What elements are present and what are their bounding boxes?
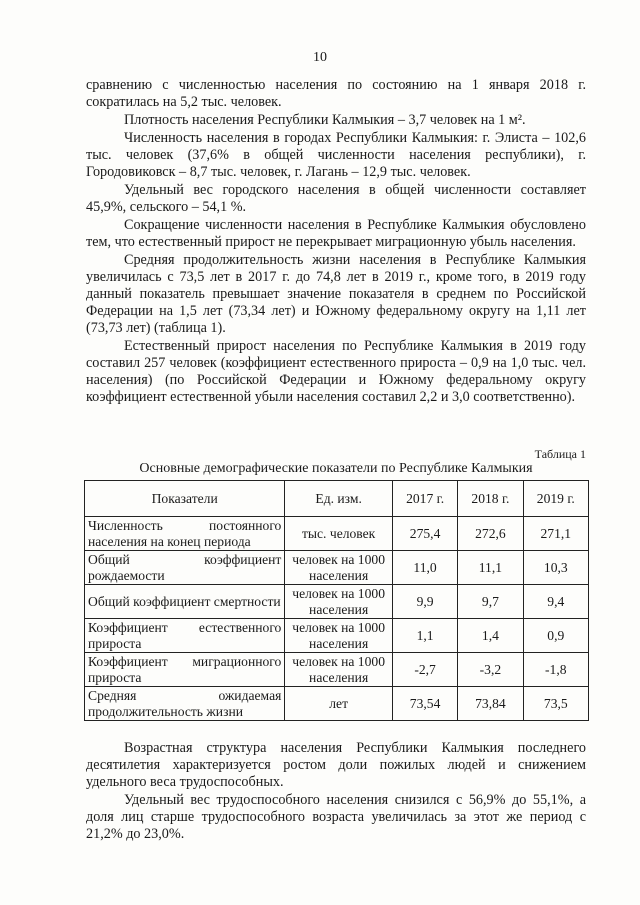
table-header-row [85,481,589,517]
cell-indicator: Общий коэффициент рождаемости [85,551,285,585]
cell-2017: 1,1 [392,619,457,653]
paragraph: Средняя продолжительность жизни населения в Республике Калмыкия увеличилась с 73,5 лет в 2017 г. до 74,8 лет в 2019 г., кроме того, в 2019 году данный показатель превышает значение показателя в среднем по Российской Федерации на 1,5 лет (73,34 лет) и Южному федеральному округу на 1,11 лет (73,73 лет) (таблица 1). [86,252,586,336]
header-2017: 2017 г. [392,481,457,517]
cell-2019: 0,9 [523,619,588,653]
cell-indicator: Коэффициент миграционного прироста [85,653,285,687]
paragraph: Плотность населения Республики Калмыкия – 3,7 человек на 1 м². [124,112,526,128]
cell-indicator: Общий коэффициент смертности [85,585,285,619]
header-2018: 2018 г. [458,481,523,517]
cell-2018: 73,84 [458,687,523,721]
table-row [85,585,589,619]
cell-2019: 9,4 [523,585,588,619]
table-row [85,517,589,551]
cell-unit: человек на 1000 населения [285,619,393,653]
table-row [85,653,589,687]
cell-unit: лет [285,687,393,721]
paragraph: Удельный вес городского населения в общей численности составляет 45,9%, сельского – 54,1 %. [86,182,586,215]
table-title: Основные демографические показатели по Республике Калмыкия [139,461,533,476]
cell-2017: 9,9 [392,585,457,619]
cell-2018: 11,1 [458,551,523,585]
cell-indicator: Численность постоянного населения на конец периода [85,517,285,551]
header-indicator: Показатели [85,481,285,517]
table-row [85,619,589,653]
cell-2019: 271,1 [523,517,588,551]
cell-unit: тыс. человек [285,517,393,551]
paragraph: Удельный вес трудоспособного населения снизился с 56,9% до 55,1%, а доля лиц старше трудоспособного возраста увеличилась за этот же период с 21,2% до 23,0%. [86,792,586,842]
header-2019: 2019 г. [523,481,588,517]
table-label: Таблица 1 [534,447,586,461]
body-text-before-table [86,77,586,407]
paragraph: Численность населения в городах Республики Калмыкия: г. Элиста – 102,6 тыс. человек (37,6% в общей численности населения республики), г. Городовиковск – 8,7 тыс. человек, г. Лагань – 12,9 тыс. человек. [86,130,586,180]
cell-2018: 272,6 [458,517,523,551]
cell-unit: человек на 1000 населения [285,551,393,585]
cell-2017: 11,0 [392,551,457,585]
cell-2019: 73,5 [523,687,588,721]
demographic-table [84,480,589,721]
cell-indicator: Коэффициент естественного прироста [85,619,285,653]
paragraph: Возрастная структура населения Республики Калмыкия последнего десятилетия характеризуется ростом доли пожилых людей и снижением удельного веса трудоспособных. [86,740,586,790]
cell-2018: 9,7 [458,585,523,619]
page-number: 10 [313,50,327,65]
cell-2017: 73,54 [392,687,457,721]
cell-2017: 275,4 [392,517,457,551]
paragraph: Естественный прирост населения по Республике Калмыкия в 2019 году составил 257 человек (коэффициент естественного прироста – 0,9 на 1,0 тыс. чел. населения) (по Российской Федерации и Южному федеральному округу коэффициент естественной убыли населения составил 2,2 и 3,0 соответственно). [86,338,586,405]
cell-2018: -3,2 [458,653,523,687]
cell-unit: человек на 1000 населения [285,585,393,619]
paragraph: Сокращение численности населения в Республике Калмыкия обусловлено тем, что естественный прирост не перекрывает миграционную убыль населения. [86,217,586,250]
cell-2019: 10,3 [523,551,588,585]
table-row [85,551,589,585]
paragraph: сравнению с численностью населения по состоянию на 1 января 2018 г. сократилась на 5,2 тыс. человек. [86,77,586,110]
table-row [85,687,589,721]
cell-indicator: Средняя ожидаемая продолжительность жизни [85,687,285,721]
cell-2017: -2,7 [392,653,457,687]
body-text-after-table [86,740,586,844]
cell-unit: человек на 1000 населения [285,653,393,687]
cell-2019: -1,8 [523,653,588,687]
cell-2018: 1,4 [458,619,523,653]
header-unit: Ед. изм. [285,481,393,517]
